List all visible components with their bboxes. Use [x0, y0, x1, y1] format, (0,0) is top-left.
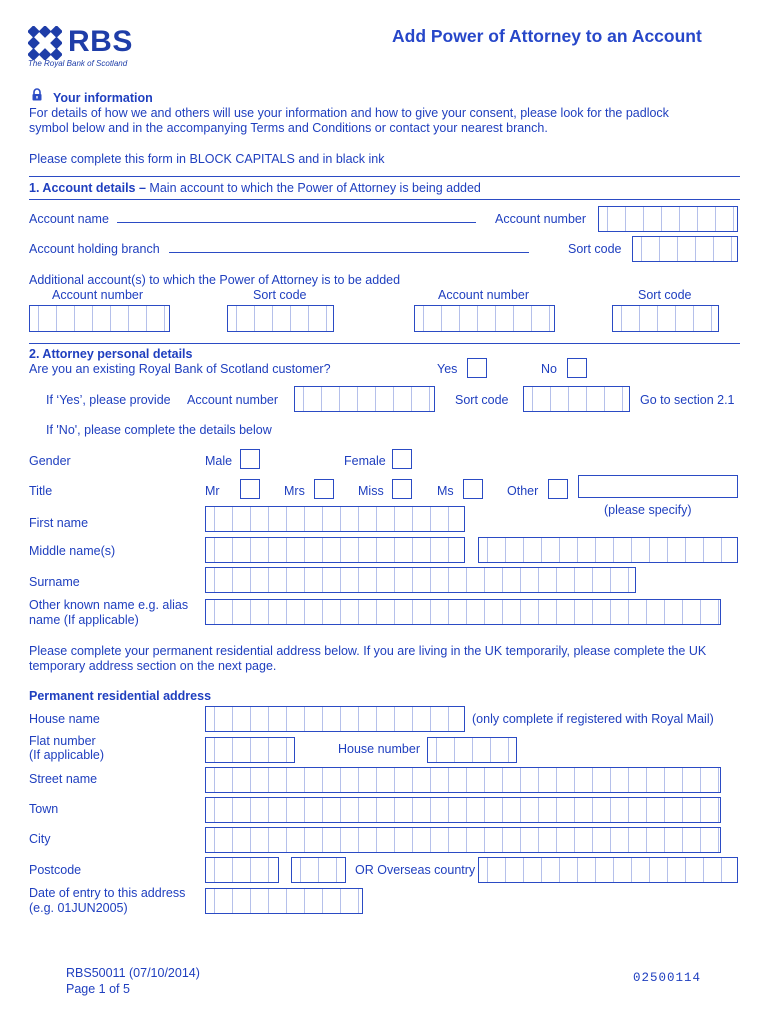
flat-number-label-line1: Flat number	[29, 734, 96, 748]
postcode-field-1[interactable]	[205, 857, 279, 883]
section1-heading: 1. Account details –	[29, 181, 146, 195]
existing-sort-code-field[interactable]	[523, 386, 630, 412]
section1-bottom-rule	[29, 199, 740, 200]
overseas-country-label: OR Overseas country	[355, 863, 476, 877]
go-to-section-label: Go to section 2.1	[640, 393, 735, 407]
additional-account-number-field-1[interactable]	[29, 305, 170, 332]
rbs-daisy-wheel-icon	[28, 26, 62, 60]
section1-subheading: Main account to which the Power of Attorney is being added	[149, 181, 481, 195]
mr-label: Mr	[205, 484, 220, 498]
surname-label: Surname	[29, 575, 80, 589]
no-label: No	[541, 362, 557, 376]
house-name-field[interactable]	[205, 706, 465, 732]
sort-code-field[interactable]	[632, 236, 738, 262]
middle-names-label: Middle name(s)	[29, 544, 116, 558]
house-name-label: House name	[29, 712, 100, 726]
overseas-country-field[interactable]	[478, 857, 738, 883]
logo-subtext: The Royal Bank of Scotland	[28, 59, 128, 68]
your-information-heading: Your information	[53, 91, 153, 105]
date-entry-label-line1: Date of entry to this address	[29, 886, 186, 900]
sort-code-label: Sort code	[568, 242, 622, 256]
intro-text-line2: symbol below and in the accompanying Terms and Conditions or contact your nearest branch.	[29, 121, 548, 135]
male-label: Male	[205, 454, 233, 468]
logo-text: RBS	[68, 25, 133, 58]
section2-top-rule	[29, 343, 740, 344]
mr-checkbox[interactable]	[240, 479, 260, 499]
holding-branch-label: Account holding branch	[29, 242, 160, 256]
existing-account-number-field[interactable]	[294, 386, 435, 412]
first-name-label: First name	[29, 516, 89, 530]
royal-mail-note: (only complete if registered with Royal Mail)	[472, 712, 714, 726]
city-label: City	[29, 832, 51, 846]
section1-top-rule	[29, 176, 740, 177]
additional-accounts-heading: Additional account(s) to which the Power of Attorney is to be added	[29, 273, 401, 287]
female-label: Female	[344, 454, 386, 468]
miss-label: Miss	[358, 484, 384, 498]
form-code: RBS50011 (07/10/2014)	[66, 966, 200, 980]
existing-sort-code-label: Sort code	[455, 393, 509, 407]
other-known-name-label-line2: name (If applicable)	[29, 613, 139, 627]
surname-field[interactable]	[205, 567, 636, 593]
address-note-line1: Please complete your permanent residential address below. If you are living in the UK temporarily, please complete the UK	[29, 644, 707, 658]
house-number-field[interactable]	[427, 737, 517, 763]
additional-account-number-label-1: Account number	[52, 288, 144, 302]
section2-heading: 2. Attorney personal details	[29, 347, 193, 361]
page-title: Add Power of Attorney to an Account	[392, 26, 702, 46]
middle-name-field-2[interactable]	[478, 537, 738, 563]
padlock-icon	[31, 88, 43, 101]
permanent-address-heading: Permanent residential address	[29, 689, 212, 703]
block-capitals-instruction: Please complete this form in BLOCK CAPITALS and in black ink	[29, 152, 385, 166]
please-specify-label: (please specify)	[604, 503, 692, 517]
no-checkbox[interactable]	[567, 358, 587, 378]
mrs-checkbox[interactable]	[314, 479, 334, 499]
additional-account-number-field-2[interactable]	[414, 305, 555, 332]
yes-label: Yes	[437, 362, 458, 376]
other-known-name-field[interactable]	[205, 599, 721, 625]
first-name-field[interactable]	[205, 506, 465, 532]
yes-checkbox[interactable]	[467, 358, 487, 378]
miss-checkbox[interactable]	[392, 479, 412, 499]
mrs-label: Mrs	[284, 484, 305, 498]
title-label: Title	[29, 484, 53, 498]
holding-branch-line[interactable]	[169, 252, 529, 253]
city-field[interactable]	[205, 827, 721, 853]
female-checkbox[interactable]	[392, 449, 412, 469]
additional-account-number-label-2: Account number	[438, 288, 530, 302]
additional-sort-code-field-1[interactable]	[227, 305, 334, 332]
other-label: Other	[507, 484, 539, 498]
date-entry-label-line2: (e.g. 01JUN2005)	[29, 901, 128, 915]
other-checkbox[interactable]	[548, 479, 568, 499]
account-number-label: Account number	[495, 212, 587, 226]
middle-name-field-1[interactable]	[205, 537, 465, 563]
town-label: Town	[29, 802, 59, 816]
ms-checkbox[interactable]	[463, 479, 483, 499]
street-name-field[interactable]	[205, 767, 721, 793]
postcode-field-2[interactable]	[291, 857, 346, 883]
gender-label: Gender	[29, 454, 71, 468]
street-name-label: Street name	[29, 772, 98, 786]
existing-account-number-label: Account number	[187, 393, 279, 407]
account-number-field[interactable]	[598, 206, 738, 232]
additional-sort-code-field-2[interactable]	[612, 305, 719, 332]
intro-text-line1: For details of how we and others will use your information and how to give your consent, please look for the padlock	[29, 106, 669, 120]
additional-sort-code-label-2: Sort code	[638, 288, 692, 302]
town-field[interactable]	[205, 797, 721, 823]
section1-heading-row	[29, 181, 481, 196]
house-number-label: House number	[338, 742, 420, 756]
flat-number-label-line2: (If applicable)	[29, 748, 105, 762]
document-number: 02500114	[633, 971, 702, 985]
male-checkbox[interactable]	[240, 449, 260, 469]
postcode-label: Postcode	[29, 863, 82, 877]
if-yes-label: If ‘Yes’, please provide	[46, 393, 171, 407]
date-entry-field[interactable]	[205, 888, 363, 914]
account-name-label: Account name	[29, 212, 109, 226]
account-name-line[interactable]	[117, 222, 476, 223]
page-number: Page 1 of 5	[66, 982, 130, 996]
additional-sort-code-label-1: Sort code	[253, 288, 307, 302]
address-note-line2: temporary address section on the next page.	[29, 659, 277, 673]
ms-label: Ms	[437, 484, 454, 498]
other-title-field[interactable]	[578, 475, 738, 498]
existing-customer-question: Are you an existing Royal Bank of Scotland customer?	[29, 362, 331, 376]
other-known-name-label-line1: Other known name e.g. alias	[29, 598, 189, 612]
if-no-label: If 'No', please complete the details below	[46, 423, 272, 437]
flat-number-field[interactable]	[205, 737, 295, 763]
